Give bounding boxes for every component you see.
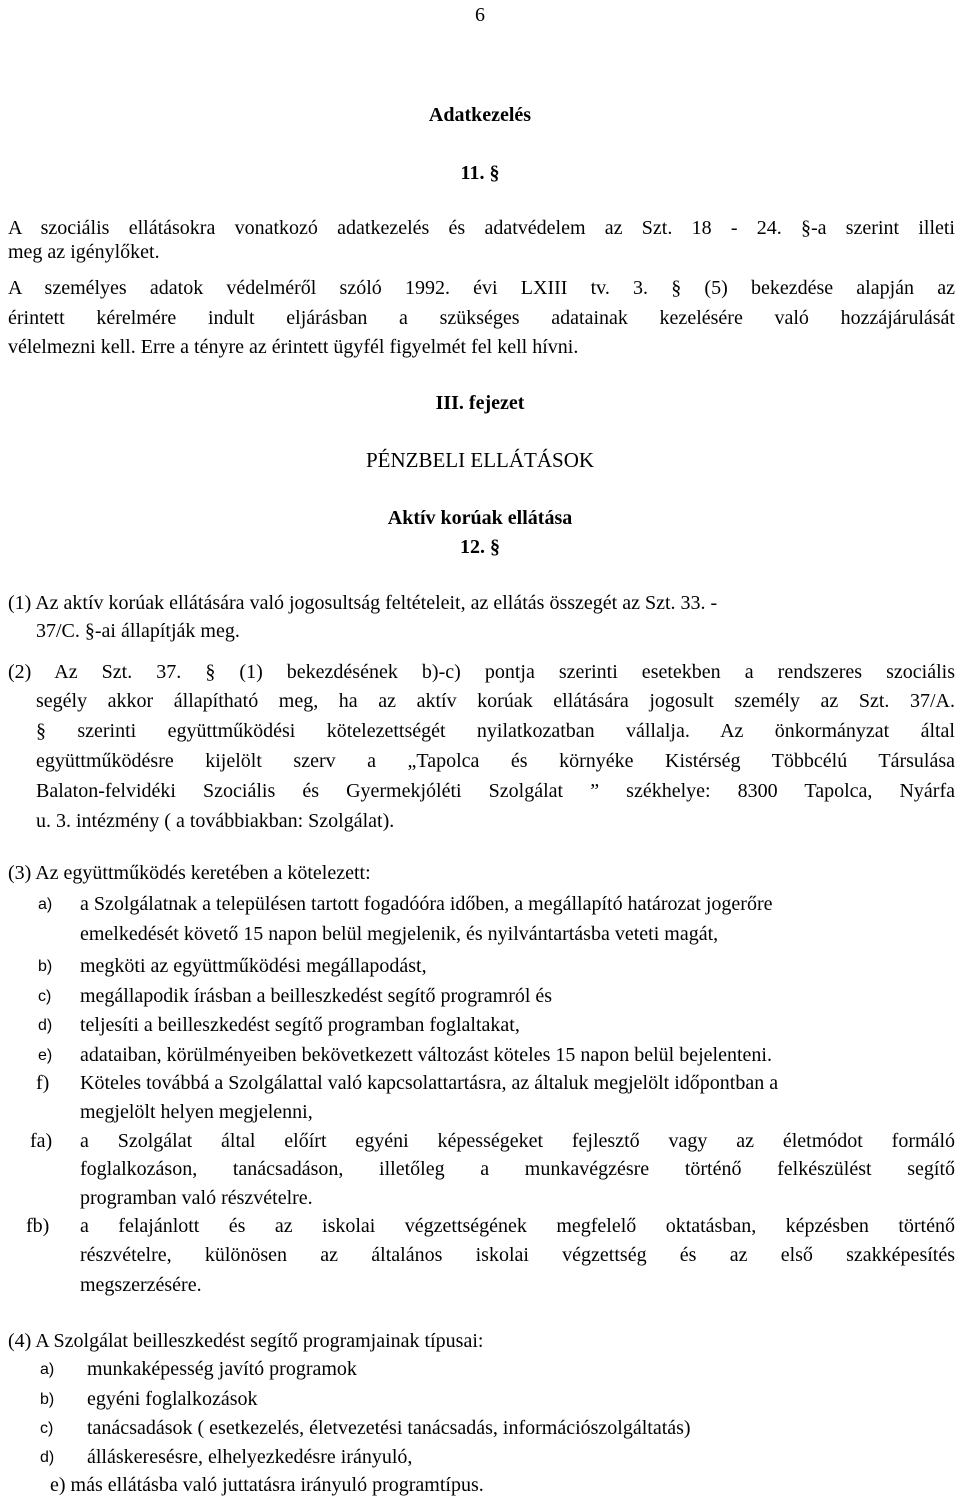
p4-b-line-1: egyéni foglalkozások [87, 1388, 258, 1410]
p3-fb-label: fb) [26, 1215, 50, 1237]
p3-c-label: c) [38, 988, 52, 1005]
p4-d-line-1: álláskeresésre, elhelyezkedésre irányuló, [87, 1446, 413, 1468]
p2-line-3: § szerinti együttműködési kötelezettségét nyilatkozatban vállalja. Az önkormányzat által [36, 720, 955, 742]
section-number: 12. [460, 536, 485, 558]
p4-b-label: b) [40, 1391, 55, 1408]
p3-f-line-1: Köteles továbbá a Szolgálattal való kapcsolattartásra, az általuk megjelölt időpontban a [80, 1072, 779, 1094]
p3-fa-line-3: programban való részvételre. [80, 1187, 313, 1209]
p3-fa-line-2: foglalkozáson, tanácsadáson, illetőleg a munkavégzésre történő felkészülést segítő [80, 1158, 955, 1180]
p4-d-label: d) [40, 1449, 55, 1466]
p3-d-line-1: teljesíti a beilleszkedést segítő programban foglaltakat, [80, 1014, 520, 1036]
p3-b-label: b) [38, 958, 53, 975]
chapter-subtitle: Aktív korúak ellátása [387, 507, 573, 529]
p11-line-1: A szociális ellátásokra vonatkozó adatkezelés és adatvédelem az Szt. 18 - 24. §-a szerint illeti [8, 217, 955, 239]
p11-line-2: meg az igénylőket. [8, 241, 160, 263]
p3-d-label: d) [38, 1017, 53, 1034]
p4-e-line-1: e) más ellátásba való juttatásra irányuló programtípus. [50, 1474, 484, 1496]
p3-a-line-1: a Szolgálatnak a településen tartott fogadóóra időben, a megállapító határozat jogerőre [80, 893, 773, 915]
p3-fa-label: fa) [30, 1130, 53, 1152]
p3-b-line-1: megköti az együttműködési megállapodást, [80, 955, 427, 977]
p2-line-5: Balaton-felvidéki Szociális és Gyermekjóléti Szolgálat ” székhelye: 8300 Tapolca, Nyárfa [36, 780, 955, 802]
section-number-11 [0, 162, 960, 185]
p2-line-2: segély akkor állapítható meg, ha az aktív korúak ellátására jogosult személy az Szt. 37/A. [36, 690, 955, 712]
p2-line-6: u. 3. intézmény ( a továbbiakban: Szolgálat). [36, 810, 395, 832]
p3-intro: (3) Az együttműködés keretében a kötelezett: [8, 862, 371, 884]
p11-line-4: érintett kérelmére indult eljárásban a szükséges adatainak kezelésére való hozzájárulását [8, 307, 955, 329]
p3-a-line-2: emelkedését követő 15 napon belül megjelenik, és nyilvántartásba veteti magát, [80, 923, 719, 945]
section-number: 11. [460, 162, 485, 184]
p4-intro: (4) A Szolgálat beilleszkedést segítő programjainak típusai: [8, 1330, 484, 1352]
p3-fa-line-1: a Szolgálat által előírt egyéni képességeket fejlesztő vagy az életmódot formáló [80, 1130, 955, 1152]
p4-c-label: c) [40, 1420, 54, 1437]
p3-e-line-1: adataiban, körülményeiben bekövetkezett változást köteles 15 napon belül bejelenteni. [80, 1044, 772, 1066]
p4-a-line-1: munkaképesség javító programok [87, 1358, 357, 1380]
p4-a-label: a) [40, 1361, 55, 1378]
section-heading: Adatkezelés [428, 104, 532, 126]
p3-c-line-1: megállapodik írásban a beilleszkedést segítő programról és [80, 985, 553, 1007]
paragraph-sign: § [490, 536, 500, 558]
p3-fb-line-3: megszerzésére. [80, 1274, 202, 1296]
section-number-12 [0, 536, 960, 559]
p1-line-1: (1) Az aktív korúak ellátására való jogosultság feltételeit, az ellátás összegét az Szt. 33. - [8, 592, 718, 614]
p3-f-line-2: megjelölt helyen megjelenni, [80, 1101, 313, 1123]
p3-f-label: f) [36, 1072, 50, 1094]
p3-fb-line-2: részvételre, különösen az általános iskolai végzettség és az első szakképesítés [80, 1244, 955, 1266]
p2-line-4: együttműködésre kijelölt szerv a „Tapolca és környéke Kistérség Többcélú Társulása [36, 750, 955, 772]
p3-fb-line-1: a felajánlott és az iskolai végzettségének megfelelő oktatásban, képzésben történő [80, 1215, 955, 1237]
p4-c-line-1: tanácsadások ( esetkezelés, életvezetési tanácsadás, információszolgáltatás) [87, 1417, 691, 1439]
p11-line-3: A személyes adatok védelméről szóló 1992. évi LXIII tv. 3. § (5) bekezdése alapján az [8, 277, 955, 299]
chapter-title: PÉNZBELI ELLÁTÁSOK [365, 448, 595, 472]
p11-line-5: vélelmezni kell. Erre a tényre az érintett ügyfél figyelmét fel kell hívni. [8, 336, 579, 358]
p3-e-label: e) [38, 1047, 53, 1064]
paragraph-sign: § [489, 162, 500, 184]
p3-a-label: a) [38, 896, 53, 913]
page-number: 6 [475, 4, 485, 26]
p1-line-2: 37/C. §-ai állapítják meg. [36, 620, 240, 642]
chapter-number: III. fejezet [435, 392, 525, 414]
p2-line-1: (2) Az Szt. 37. § (1) bekezdésének b)-c) pontja szerinti esetekben a rendszeres szociális [8, 661, 955, 683]
